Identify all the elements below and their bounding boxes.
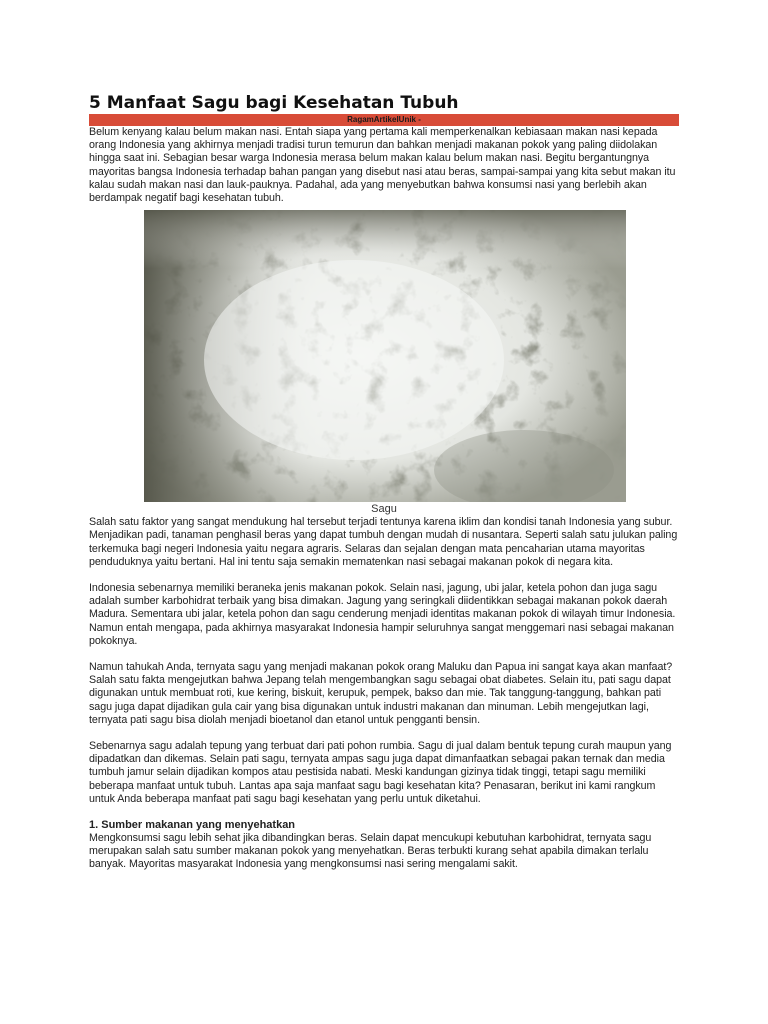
article-title: 5 Manfaat Sagu bagi Kesehatan Tubuh <box>89 93 459 113</box>
article <box>89 92 679 872</box>
source-bar: RagamArtikelUnik - <box>89 114 679 126</box>
section-1-text: Mengkonsumsi sagu lebih sehat jika dibandingkan beras. Selain dapat mencukupi kebutuhan karbohidrat, ternyata sagu merupakan salah satu sumber makanan pokok yang menyehatkan. Beras terbukti kurang sehat apabila dimakan terlalu banyak. Mayoritas masyarakat Indonesia yang mengkonsumsi nasi sering mengalami sakit. <box>89 832 652 871</box>
paragraph-4: Sebenarnya sagu adalah tepung yang terbuat dari pati pohon rumbia. Sagu di jual dalam bentuk tepung curah maupun yang dipadatkan dan dikemas. Selain pati sagu, ternyata ampas sagu juga dapat dimanfaatkan sebagai pakan ternak dan media tumbuh jamur selain dijadikan kompos atau pestisida nabati. Meski kandungan gizinya tidak tinggi, tetapi sagu memiliki beberapa manfaat untuk tubuh. Lantas apa saja manfaat sagu bagi kesehatan kita? Penasaran, berikut ini kami rangkum untuk Anda beberapa manfaat pati sagu bagi kesehatan yang perlu untuk diketahui. <box>89 740 672 805</box>
sagu-photo <box>144 210 626 502</box>
paragraph-1: Salah satu faktor yang sangat mendukung hal tersebut terjadi tentunya karena iklim dan kondisi tanah Indonesia yang subur. Menjadikan padi, tanaman penghasil beras yang dapat tumbuh dengan mudah di nusantara. Seperti salah satu julukan paling terkemuka bagi negeri Indonesia yaitu negara agraris. Selaras dan sejalan dengan mata pencaharian utama mayoritas penduduknya yaitu bertani. Hal ini tentu saja semakin mematenkan nasi sebagai makanan pokok di negara kita. <box>89 516 678 568</box>
paragraph-3: Namun tahukah Anda, ternyata sagu yang menjadi makanan pokok orang Maluku dan Papua ini sangat kaya akan manfaat? Salah satu fakta mengejutkan bahwa Jepang telah mengembangkan sagu sebagai obat diabetes. Selain itu, pati sagu dapat digunakan untuk membuat roti, kue kering, biskuit, kerupuk, pempek, bakso dan mie. Tak tanggung-tanggung, bahkan pati sagu juga dapat dijadikan gula cair yang bisa digunakan untuk industri makanan dan minuman. Lebih mengejutkan lagi, ternyata pati sagu bisa diolah menjadi bioetanol dan etanol untuk pengganti bensin. <box>89 661 673 726</box>
paragraph-2: Indonesia sebenarnya memiliki beraneka jenis makanan pokok. Selain nasi, jagung, ubi jalar, ketela pohon dan juga sagu adalah sumber karbohidrat terbaik yang bisa dimakan. Jagung yang seringkali diidentikkan sebagai makanan pokok daerah Madura. Sementara ubi jalar, ketela pohon dan sagu cenderung menjadi identitas makanan pokok di wilayah timur Indonesia. Namun entah mengapa, pada akhirnya masyarakat Indonesia hampir seluruhnya sangat menggemari nasi sebagai makanan pokoknya. <box>89 582 676 647</box>
image-caption: Sagu <box>371 503 397 516</box>
section-1-heading: 1. Sumber makanan yang menyehatkan <box>89 819 296 832</box>
intro-paragraph: Belum kenyang kalau belum makan nasi. Entah siapa yang pertama kali memperkenalkan kebiasaan makan nasi kepada orang Indonesia yang akhirnya menjadi tradisi turun temurun dan bahkan menjadi makanan pokok yang paling diidolakan hingga saat ini. Sebagian besar warga Indonesia merasa belum makan kalau belum makan nasi. Begitu bergantungnya mayoritas bangsa Indonesia terhadap bahan pangan yang disebut nasi atau beras, sampai-sampai yang kita sebut makan itu kalau sudah makan nasi dan lauk-pauknya. Padahal, ada yang menyebutkan bahwa konsumsi nasi yang berlebih akan berdampak negatif bagi kesehatan tubuh. <box>89 126 676 205</box>
